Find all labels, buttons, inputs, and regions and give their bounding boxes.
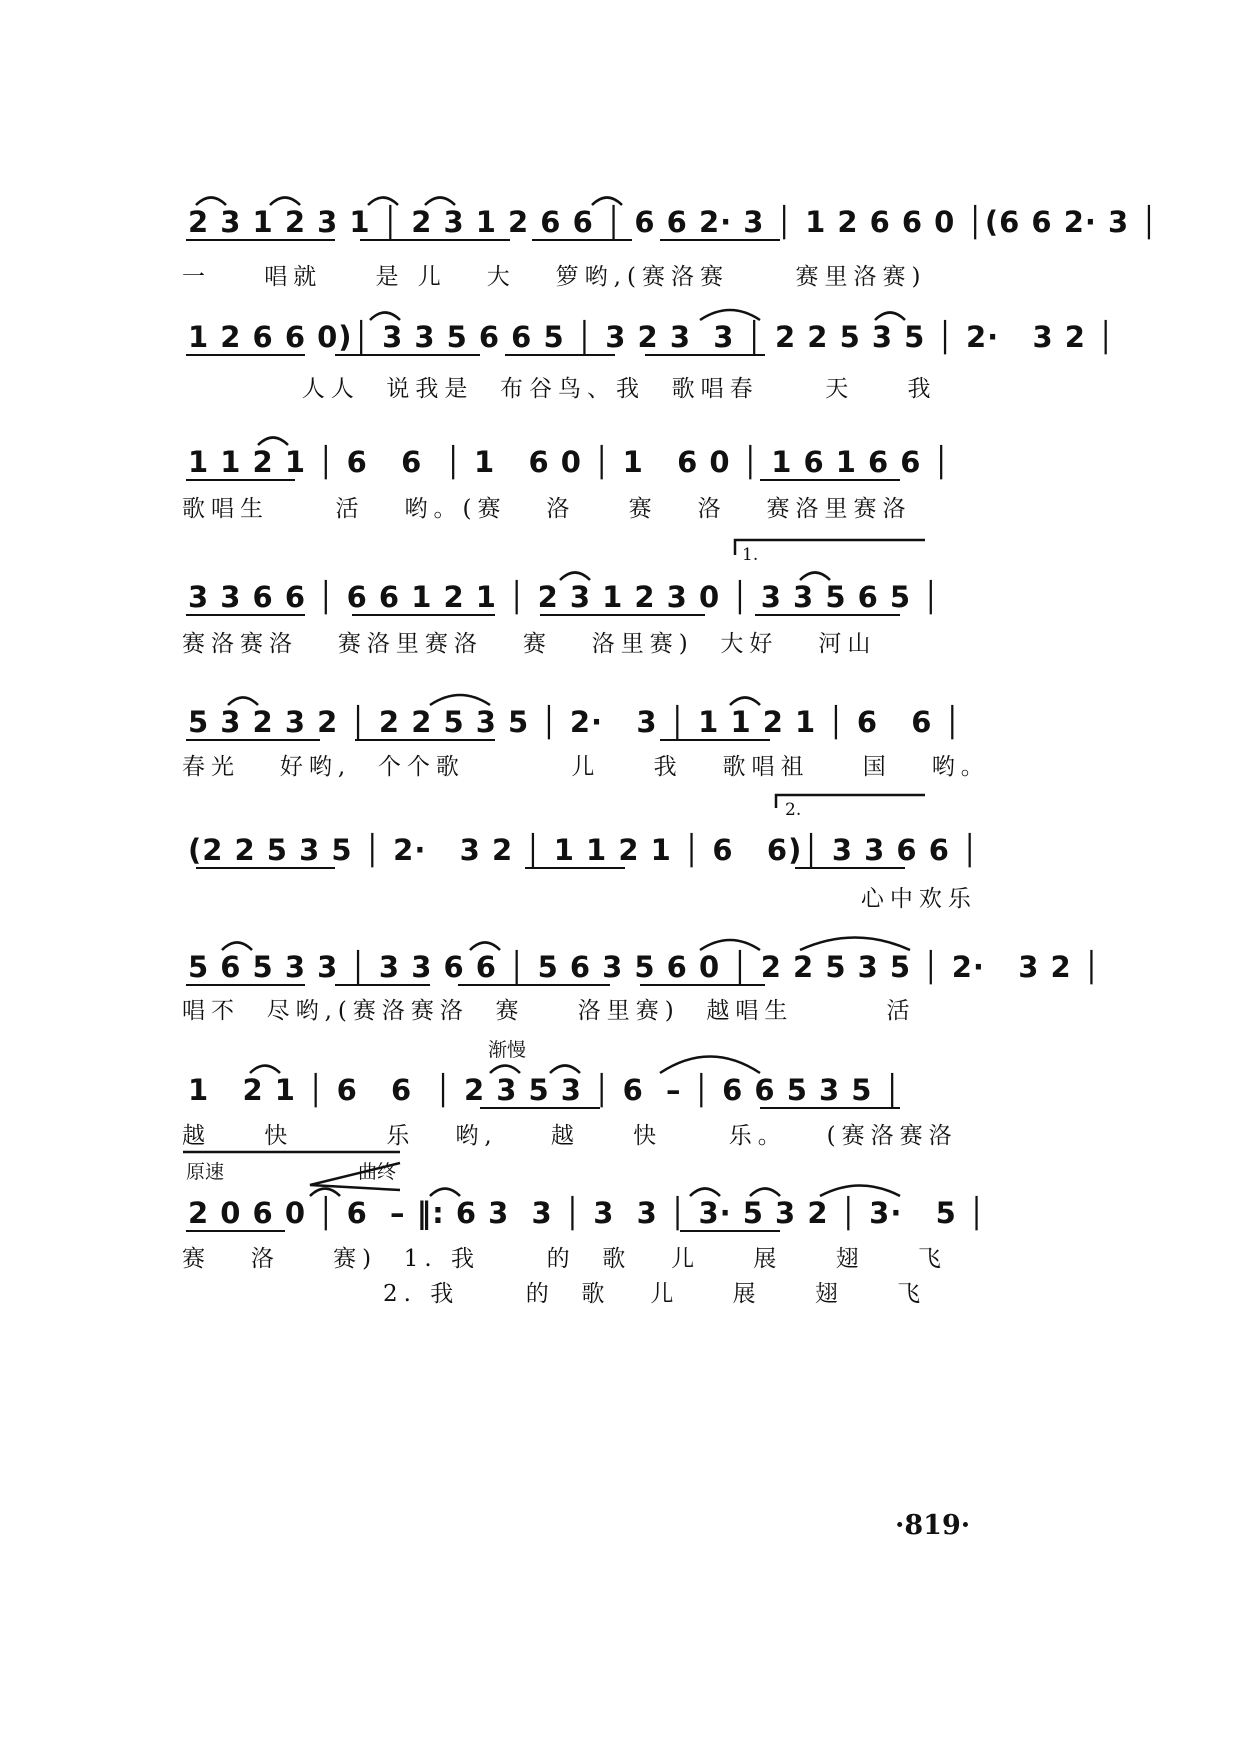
notation-row-8: 1 2 1 │ 6 6 │ 2 3 5 3 │ 6 – │ 6 6 5 3 5 │ — [188, 1073, 902, 1107]
fine-marking: 曲终 — [358, 1161, 397, 1183]
volta-2-label: 2. — [785, 800, 802, 820]
notation-row-1: 2 3 1 2 3 1 │ 2 3 1 2 6 6 │ 6 6 2· 3 │ 1 2 6 6 0 │(6 6 2· 3 │ — [188, 205, 1159, 239]
notation-row-7: 5 6 5 3 3 │ 3 3 6 6 │ 5 6 3 5 6 0 │ 2 2 5 3 5 │ 2· 3 2 │ — [188, 950, 1102, 984]
notation-row-5: 5 3 2 3 2 │ 2 2 5 3 5 │ 2· 3 │ 1 1 2 1 │ 6 6 │ — [188, 705, 963, 739]
lyrics-row-3: 歌唱生 活 哟。(赛 洛 赛 洛 赛洛里赛洛 — [182, 496, 912, 522]
lyrics-row-9-verse-2: 2. 我 的 歌 儿 展 翅 飞 — [383, 1281, 927, 1307]
notation-row-6: (2 2 5 3 5 │ 2· 3 2 │ 1 1 2 1 │ 6 6)│ 3 3 6 6 │ — [188, 833, 980, 867]
lyrics-row-9: 赛 洛 赛) 1. 我 的 歌 儿 展 翅 飞 — [182, 1246, 947, 1272]
lyrics-row-4: 赛洛赛洛 赛洛里赛洛 赛 洛里赛) 大好 河山 — [182, 631, 877, 657]
lyrics-row-6: 心中欢乐 — [182, 886, 977, 912]
tempo-original: 原速 — [186, 1161, 225, 1183]
volta-1-label: 1. — [742, 545, 759, 565]
notation-row-4: 3 3 6 6 │ 6 6 1 2 1 │ 2 3 1 2 3 0 │ 3 3 5 6 5 │ — [188, 580, 941, 614]
lyrics-row-5: 春光 好哟, 个个歌 儿 我 歌唱祖 国 哟。 — [182, 754, 990, 780]
notation-row-3: 1 1 2 1 │ 6 6 │ 1 6 0 │ 1 6 0 │ 1 6 1 6 6 │ — [188, 445, 952, 479]
page-number: ·819· — [895, 1510, 971, 1541]
notation-row-2: 1 2 6 6 0)│ 3 3 5 6 6 5 │ 3 2 3 3 │ 2 2 5 3 5 │ 2· 3 2 │ — [188, 320, 1116, 354]
notation-row-9: 2 0 6 0 │ 6 – ‖: 6 3 3 │ 3 3 │ 3· 5 3 2 │ 3· 5 │ — [188, 1196, 987, 1230]
lyrics-row-7: 唱不 尽哟,(赛洛赛洛 赛 洛里赛) 越唱生 活 — [182, 998, 916, 1024]
lyrics-row-2: 人人 说我是 布谷鸟、我 歌唱春 天 我 — [182, 376, 937, 402]
lyrics-row-1: 一 唱就 是 儿 大 箩哟,(赛洛赛 赛里洛赛) — [182, 264, 927, 290]
lyrics-row-8: 越 快 乐 哟, 越 快 乐。 (赛洛赛洛 — [182, 1123, 958, 1149]
tempo-slowing: 渐慢 — [488, 1039, 527, 1061]
